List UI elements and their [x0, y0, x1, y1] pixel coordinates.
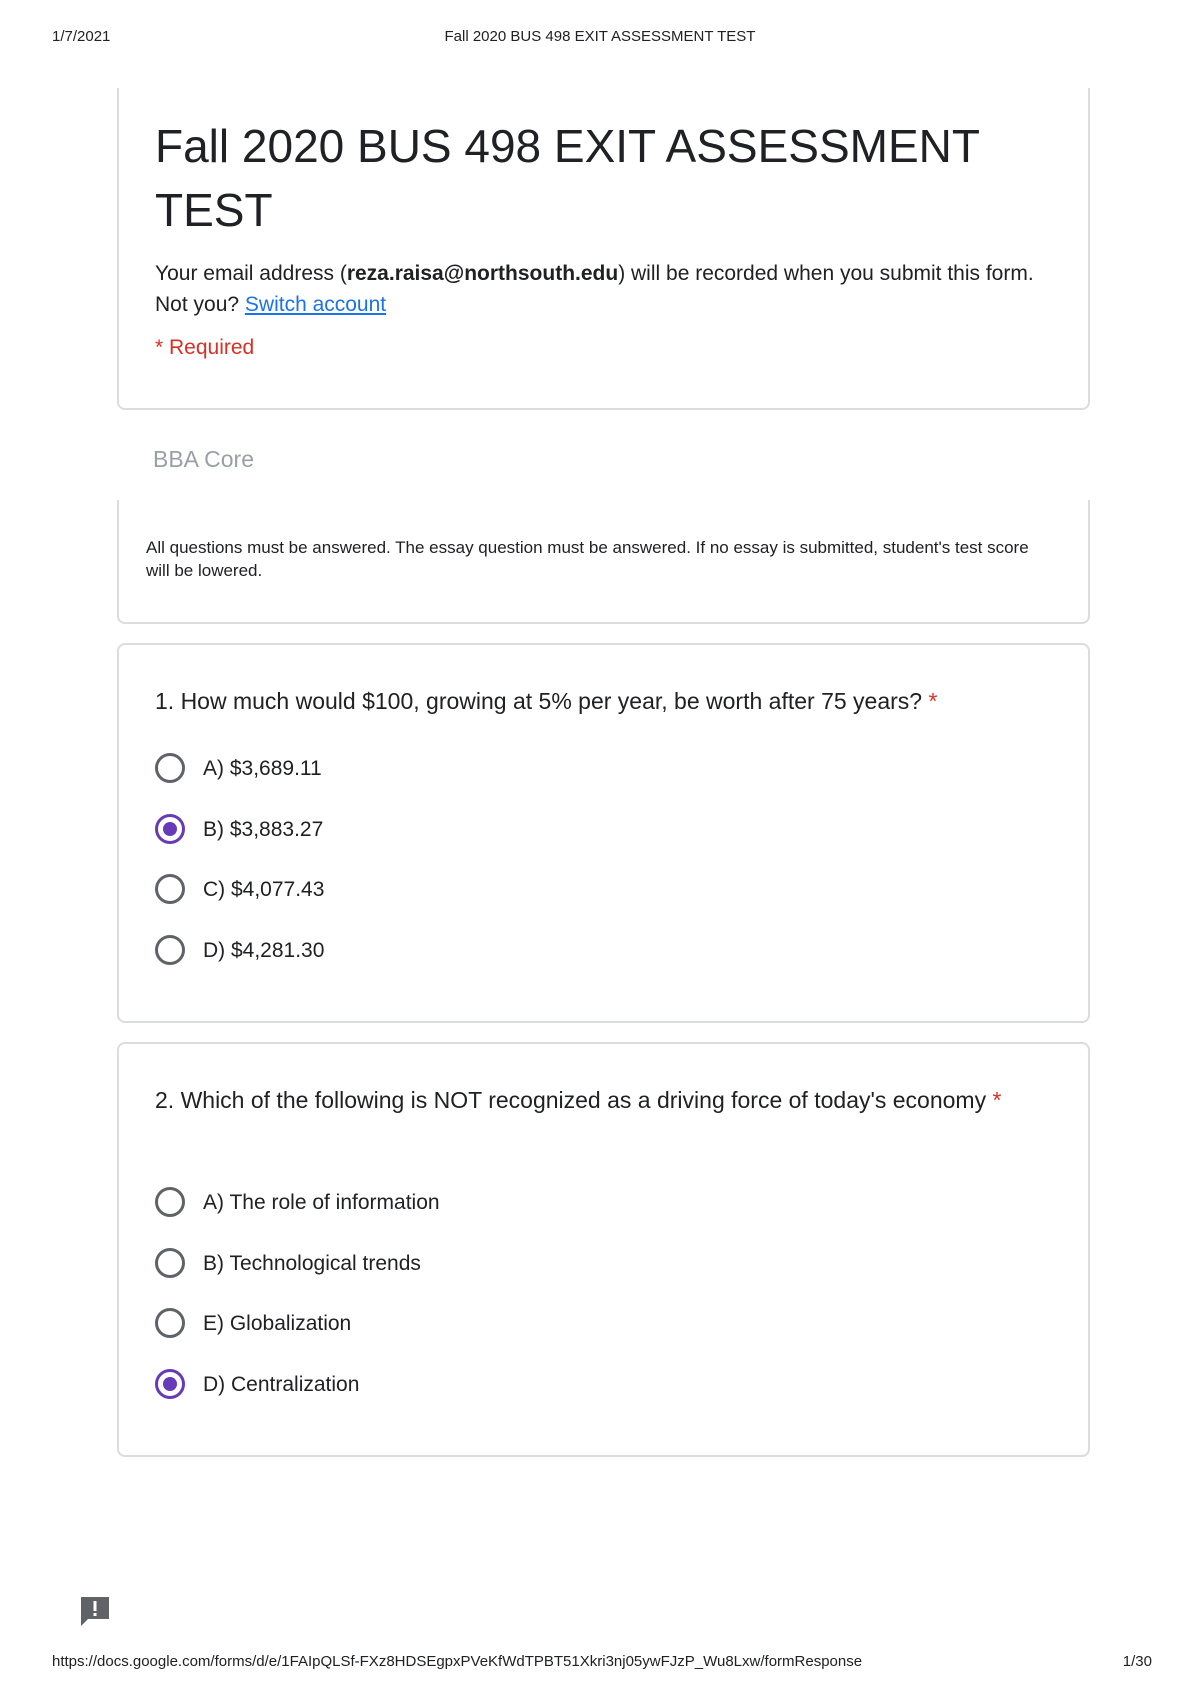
- print-title: Fall 2020 BUS 498 EXIT ASSESSMENT TEST: [444, 28, 756, 45]
- switch-account-link[interactable]: Switch account: [244, 293, 387, 316]
- section-description: All questions must be answered. The essay question must be answered. If no essay is submitted, student's test score will be lowered.: [146, 538, 1029, 580]
- form-header-card: [117, 88, 1090, 410]
- radio-unchecked-icon[interactable]: [155, 753, 185, 783]
- option-label: A) $3,689.11: [203, 757, 322, 780]
- print-date: 1/7/2021: [52, 28, 111, 45]
- option-label: D) Centralization: [203, 1373, 360, 1396]
- radio-unchecked-icon[interactable]: [155, 874, 185, 904]
- radio-unchecked-icon[interactable]: [155, 1308, 185, 1338]
- option-label: A) The role of information: [203, 1191, 440, 1214]
- option-label: E) Globalization: [203, 1312, 352, 1335]
- section-title: BBA Core: [153, 446, 254, 472]
- question-text: 2. Which of the following is NOT recognized as a driving force of today's economy: [155, 1087, 987, 1113]
- email-suffix: ) will be recorded when you submit this form. Not you?: [155, 262, 1034, 316]
- question-card-1: [117, 643, 1090, 1023]
- email-notice: [155, 258, 1035, 320]
- option-label: B) $3,883.27: [203, 818, 324, 841]
- section-description-card: [117, 500, 1090, 624]
- radio-unchecked-icon[interactable]: [155, 1248, 185, 1278]
- page-number: 1/30: [1122, 1653, 1152, 1670]
- print-header: [0, 28, 1200, 48]
- footer-url: https://docs.google.com/forms/d/e/1FAIpQLSf-FXz8HDSEgpxPVeKfWdTPBT51Xkri3nj05ywFJzP_Wu8Lxw/formResponse: [52, 1653, 863, 1670]
- option-label: C) $4,077.43: [203, 878, 325, 901]
- email-prefix: Your email address (: [155, 262, 347, 285]
- question-text: 1. How much would $100, growing at 5% per year, be worth after 75 years?: [155, 688, 923, 714]
- radio-checked-icon[interactable]: [155, 1369, 185, 1399]
- required-asterisk: *: [928, 688, 938, 714]
- question-card-2: [117, 1042, 1090, 1457]
- form-title: Fall 2020 BUS 498 EXIT ASSESSMENT TEST: [155, 120, 980, 236]
- question-title: [155, 683, 1035, 720]
- question-title: [155, 1082, 1035, 1119]
- user-email: reza.raisa@northsouth.edu: [346, 262, 619, 285]
- radio-unchecked-icon[interactable]: [155, 935, 185, 965]
- feedback-icon[interactable]: [78, 1594, 112, 1622]
- option-label: B) Technological trends: [203, 1252, 421, 1275]
- radio-unchecked-icon[interactable]: [155, 1187, 185, 1217]
- required-asterisk: *: [992, 1087, 1002, 1113]
- option-label: D) $4,281.30: [203, 939, 325, 962]
- required-note: * Required: [155, 336, 255, 359]
- radio-checked-icon[interactable]: [155, 814, 185, 844]
